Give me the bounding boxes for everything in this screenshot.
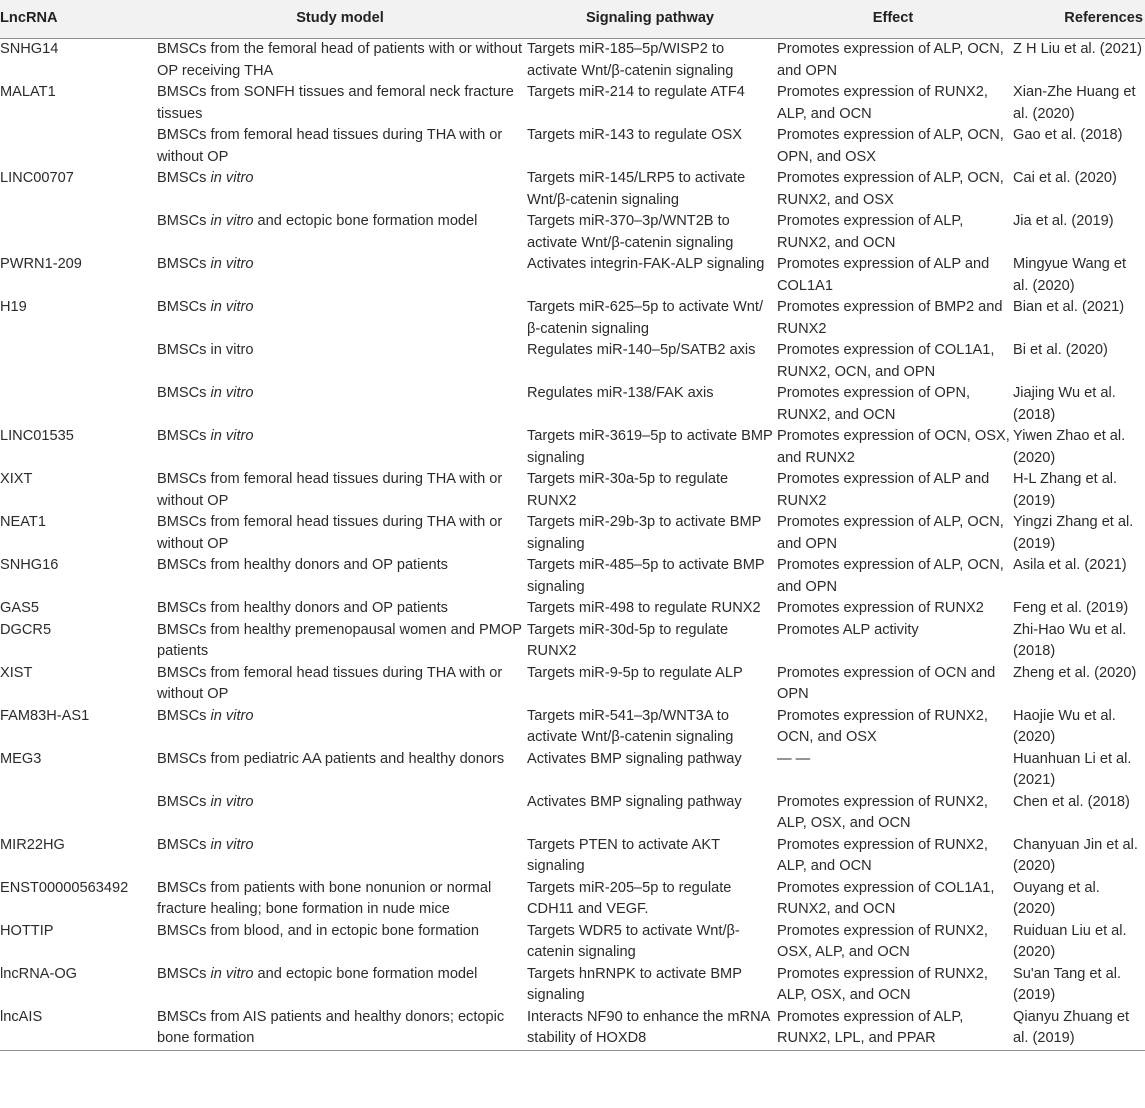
reference-cell: Yingzi Zhang et al. (2019) — [1013, 514, 1134, 552]
signaling-pathway-cell: Targets PTEN to activate AKT signaling — [527, 836, 720, 874]
study-model-text: BMSCs from femoral head tissues during THA with or without OP — [157, 471, 503, 509]
study-model-text: BMSCs — [157, 836, 211, 853]
study-model-text: BMSCs — [157, 428, 211, 444]
study-model-tail: and ectopic bone formation model — [253, 213, 478, 229]
reference-cell: Feng et al. (2019) — [1013, 600, 1129, 616]
signaling-pathway-cell: Targets miR-205–5p to regulate CDH11 and VEGF. — [527, 879, 732, 917]
lncrna-cell: XIST — [0, 664, 33, 681]
lncrna-cell: lncAIS — [0, 1007, 155, 1051]
study-model-cell — [155, 921, 525, 964]
lncrna-cell: NEAT1 — [0, 514, 46, 530]
study-model-text: BMSCs — [157, 170, 211, 186]
header-signaling-pathway: Signaling pathway — [525, 0, 775, 39]
study-model-cell — [155, 1007, 525, 1051]
table-row — [0, 297, 1145, 340]
study-model-cell — [155, 964, 525, 1007]
lncrna-cell: LINC00707 — [0, 170, 74, 186]
reference-cell: Huanhuan Li et al. (2021) — [1013, 750, 1132, 788]
signaling-pathway-cell: Targets miR-541–3p/WNT3A to activate Wnt/β-catenin signaling — [527, 707, 734, 745]
study-model-italic: in vitro — [210, 965, 254, 982]
signaling-pathway-cell: Regulates miR-140–5p/SATB2 axis — [527, 342, 756, 358]
lncrna-cell — [0, 211, 155, 254]
signaling-pathway-cell: Activates BMP signaling pathway — [527, 793, 742, 810]
study-model-cell — [155, 598, 525, 620]
effect-cell: Promotes expression of RUNX2, ALP, OSX, and OCN — [777, 965, 988, 1003]
effect-cell: Promotes expression of RUNX2 — [777, 600, 984, 616]
reference-cell: Ouyang et al. (2020) — [1013, 879, 1100, 917]
study-model-cell — [155, 168, 525, 211]
study-model-cell — [155, 749, 525, 792]
effect-cell: Promotes expression of ALP, OCN, and OPN — [777, 557, 1004, 595]
effect-cell: Promotes expression of BMP2 and RUNX2 — [777, 299, 1003, 337]
lncrna-cell: H19 — [0, 299, 27, 315]
effect-cell: Promotes expression of ALP and COL1A1 — [777, 256, 990, 294]
effect-cell: Promotes expression of ALP, OCN, and OPN — [777, 514, 1004, 552]
study-model-text: BMSCs — [157, 707, 211, 724]
study-model-cell — [155, 254, 525, 297]
table-row — [0, 469, 1145, 512]
study-model-text: BMSCs — [157, 793, 211, 810]
reference-cell: Bian et al. (2021) — [1013, 299, 1125, 315]
table-row — [0, 82, 1145, 125]
lncrna-cell: lncRNA-OG — [0, 965, 78, 982]
signaling-pathway-cell: Targets miR-498 to regulate RUNX2 — [527, 600, 761, 616]
table-row — [0, 706, 1145, 749]
effect-cell: — — — [777, 750, 811, 767]
reference-cell: Qianyu Zhuang et al. (2019) — [1011, 1007, 1145, 1051]
lncrna-cell: MIR22HG — [0, 836, 65, 853]
table-row — [0, 254, 1145, 297]
study-model-text: BMSCs from femoral head tissues during THA with or without OP — [157, 664, 503, 702]
reference-cell: Mingyue Wang et al. (2020) — [1013, 256, 1127, 294]
reference-cell: Yiwen Zhao et al. (2020) — [1013, 428, 1126, 466]
signaling-pathway-cell: Targets miR-145/LRP5 to activate Wnt/β-catenin signaling — [527, 170, 746, 208]
study-model-text: BMSCs — [157, 213, 211, 229]
study-model-italic: in vitro — [210, 707, 254, 724]
table-row — [0, 749, 1145, 792]
signaling-pathway-cell: Activates integrin-FAK-ALP signaling — [527, 256, 765, 272]
study-model-cell — [155, 835, 525, 878]
header-study-model: Study model — [155, 0, 525, 39]
lncrna-cell: ENST00000563492 — [0, 879, 129, 896]
effect-cell: Promotes expression of OPN, RUNX2, and OCN — [777, 385, 971, 423]
study-model-italic: in vitro — [210, 836, 254, 853]
signaling-pathway-cell: Interacts NF90 to enhance the mRNA stability of HOXD8 — [525, 1007, 775, 1051]
header-references: References — [1011, 0, 1145, 39]
effect-cell: Promotes expression of ALP, OCN, RUNX2, and OSX — [777, 170, 1004, 208]
table-body — [0, 39, 1145, 1051]
reference-cell: Jiajing Wu et al. (2018) — [1013, 385, 1116, 423]
study-model-cell — [155, 555, 525, 598]
signaling-pathway-cell: Targets miR-143 to regulate OSX — [527, 127, 742, 143]
lncrna-cell: SNHG14 — [0, 41, 59, 57]
lncrna-cell: DGCR5 — [0, 621, 52, 638]
study-model-cell — [155, 383, 525, 426]
header-lncrna: LncRNA — [0, 0, 155, 39]
reference-cell: Cai et al. (2020) — [1013, 170, 1117, 186]
study-model-cell — [155, 426, 525, 469]
reference-cell: Zhi-Hao Wu et al. (2018) — [1013, 621, 1127, 659]
lncrna-cell: LINC01535 — [0, 428, 74, 444]
table-row — [0, 426, 1145, 469]
study-model-italic: in vitro — [210, 213, 254, 229]
study-model-italic: in vitro — [210, 256, 254, 272]
table-row — [0, 921, 1145, 964]
lncrna-cell — [0, 792, 155, 835]
study-model-text: BMSCs from SONFH tissues and femoral neck fracture tissues — [157, 84, 514, 122]
signaling-pathway-cell: Targets miR-214 to regulate ATF4 — [527, 84, 745, 100]
effect-cell: Promotes expression of OCN and OPN — [777, 664, 996, 702]
table-row — [0, 598, 1145, 620]
study-model-text: BMSCs from healthy premenopausal women and PMOP patients — [157, 621, 522, 659]
lncrna-cell: FAM83H-AS1 — [0, 707, 90, 724]
effect-cell: Promotes expression of ALP, RUNX2, and OCN — [777, 213, 964, 251]
study-model-cell — [155, 792, 525, 835]
signaling-pathway-cell: Targets WDR5 to activate Wnt/β-catenin signaling — [527, 922, 740, 960]
table-row — [0, 512, 1145, 555]
effect-cell: Promotes expression of ALP, OCN, and OPN — [777, 41, 1004, 79]
study-model-text: BMSCs from AIS patients and healthy donors; ectopic bone formation — [157, 1008, 505, 1046]
study-model-text: BMSCs from femoral head tissues during THA with or without OP — [157, 127, 503, 165]
table-row — [0, 620, 1145, 663]
reference-cell: Z H Liu et al. (2021) — [1013, 41, 1142, 57]
lncrna-cell — [0, 383, 155, 426]
table-row — [0, 835, 1145, 878]
effect-cell: Promotes expression of OCN, OSX, and RUNX2 — [777, 428, 1010, 466]
signaling-pathway-cell: Targets miR-370–3p/WNT2B to activate Wnt/β-catenin signaling — [527, 213, 734, 251]
study-model-text: BMSCs from pediatric AA patients and healthy donors — [157, 750, 505, 767]
table-row — [0, 383, 1145, 426]
lncrna-cell: PWRN1-209 — [0, 256, 82, 272]
effect-cell: Promotes expression of RUNX2, ALP, and OCN — [777, 84, 988, 122]
effect-cell: Promotes expression of COL1A1, RUNX2, OCN, and OPN — [777, 342, 995, 380]
lncrna-cell: XIXT — [0, 471, 33, 487]
reference-cell: Su'an Tang et al. (2019) — [1013, 965, 1121, 1003]
study-model-cell — [155, 211, 525, 254]
study-model-italic: in vitro — [210, 793, 254, 810]
lncrna-cell: MALAT1 — [0, 84, 56, 100]
study-model-cell — [155, 469, 525, 512]
study-model-text: BMSCs from the femoral head of patients with or without OP receiving THA — [157, 41, 523, 79]
reference-cell: Asila et al. (2021) — [1013, 557, 1127, 573]
signaling-pathway-cell: Targets miR-30a-5p to regulate RUNX2 — [527, 471, 729, 509]
effect-cell: Promotes expression of COL1A1, RUNX2, and OCN — [777, 879, 995, 917]
study-model-text: BMSCs — [157, 385, 211, 401]
signaling-pathway-cell: Regulates miR-138/FAK axis — [527, 385, 714, 401]
study-model-text: BMSCs — [157, 256, 211, 272]
effect-cell: Promotes expression of ALP and RUNX2 — [777, 471, 990, 509]
reference-cell: Haojie Wu et al. (2020) — [1013, 707, 1116, 745]
study-model-cell — [155, 706, 525, 749]
signaling-pathway-cell: Activates BMP signaling pathway — [527, 750, 742, 767]
lncrna-cell — [0, 125, 155, 168]
reference-cell: Chen et al. (2018) — [1013, 793, 1130, 810]
study-model-italic: in vitro — [210, 385, 254, 401]
effect-cell: Promotes expression of ALP, OCN, OPN, and OSX — [777, 127, 1004, 165]
study-model-cell — [155, 82, 525, 125]
effect-cell: Promotes expression of RUNX2, OCN, and OSX — [777, 707, 988, 745]
signaling-pathway-cell: Targets miR-3619–5p to activate BMP signaling — [527, 428, 773, 466]
study-model-italic: in vitro — [210, 428, 254, 444]
study-model-cell — [155, 125, 525, 168]
study-model-cell — [155, 663, 525, 706]
lncrna-cell: SNHG16 — [0, 557, 59, 573]
study-model-cell — [155, 297, 525, 340]
reference-cell: Zheng et al. (2020) — [1013, 664, 1137, 681]
table-row — [0, 555, 1145, 598]
study-model-text: BMSCs from blood, and in ectopic bone formation — [157, 922, 480, 939]
signaling-pathway-cell: Targets miR-29b-3p to activate BMP signaling — [527, 514, 762, 552]
reference-cell: Xian-Zhe Huang et al. (2020) — [1013, 84, 1136, 122]
effect-cell: Promotes expression of RUNX2, ALP, and OCN — [777, 836, 988, 874]
signaling-pathway-cell: Targets miR-9-5p to regulate ALP — [527, 664, 743, 681]
study-model-text: BMSCs in vitro — [157, 342, 254, 358]
effect-cell: Promotes expression of ALP, RUNX2, LPL, and PPAR — [775, 1007, 1011, 1051]
reference-cell: Gao et al. (2018) — [1013, 127, 1123, 143]
signaling-pathway-cell: Targets miR-625–5p to activate Wnt/β-catenin signaling — [527, 299, 764, 337]
study-model-text: BMSCs from femoral head tissues during THA with or without OP — [157, 514, 503, 552]
table-row — [0, 168, 1145, 211]
signaling-pathway-cell: Targets miR-30d-5p to regulate RUNX2 — [527, 621, 729, 659]
lncrna-cell: HOTTIP — [0, 922, 54, 939]
signaling-pathway-cell: Targets miR-185–5p/WISP2 to activate Wnt/β-catenin signaling — [527, 41, 734, 79]
reference-cell: Chanyuan Jin et al. (2020) — [1013, 836, 1138, 874]
table-row — [0, 340, 1145, 383]
study-model-cell — [155, 512, 525, 555]
study-model-cell — [155, 620, 525, 663]
study-model-text: BMSCs from healthy donors and OP patients — [157, 600, 448, 616]
table-row — [0, 1007, 1145, 1051]
effect-cell: Promotes expression of RUNX2, OSX, ALP, and OCN — [777, 922, 988, 960]
table-row — [0, 878, 1145, 921]
study-model-text: BMSCs — [157, 299, 211, 315]
table-row — [0, 39, 1145, 83]
effect-cell: Promotes expression of RUNX2, ALP, OSX, and OCN — [777, 793, 988, 831]
table-row — [0, 792, 1145, 835]
study-model-cell — [155, 340, 525, 383]
lncrna-cell — [0, 340, 155, 383]
study-model-italic: in vitro — [210, 299, 254, 315]
study-model-italic: in vitro — [210, 170, 254, 186]
study-model-text: BMSCs — [157, 965, 211, 982]
study-model-tail: and ectopic bone formation model — [253, 965, 478, 982]
signaling-pathway-cell: Targets miR-485–5p to activate BMP signaling — [527, 557, 765, 595]
lncrna-cell: GAS5 — [0, 600, 39, 616]
header-row — [0, 0, 1145, 39]
table-row — [0, 663, 1145, 706]
study-model-text: BMSCs from healthy donors and OP patients — [157, 557, 448, 573]
reference-cell: Ruiduan Liu et al. (2020) — [1013, 922, 1127, 960]
study-model-cell — [155, 39, 525, 83]
effect-cell: Promotes ALP activity — [777, 621, 919, 638]
reference-cell: H-L Zhang et al. (2019) — [1013, 471, 1118, 509]
study-model-cell — [155, 878, 525, 921]
signaling-pathway-cell: Targets hnRNPK to activate BMP signaling — [527, 965, 742, 1003]
header-effect: Effect — [775, 0, 1011, 39]
lncrna-cell: MEG3 — [0, 750, 42, 767]
table-row — [0, 211, 1145, 254]
table-row — [0, 964, 1145, 1007]
reference-cell: Bi et al. (2020) — [1013, 342, 1108, 358]
reference-cell: Jia et al. (2019) — [1013, 213, 1114, 229]
study-model-text: BMSCs from patients with bone nonunion or normal fracture healing; bone formation in nude mice — [157, 879, 492, 917]
table-row — [0, 125, 1145, 168]
